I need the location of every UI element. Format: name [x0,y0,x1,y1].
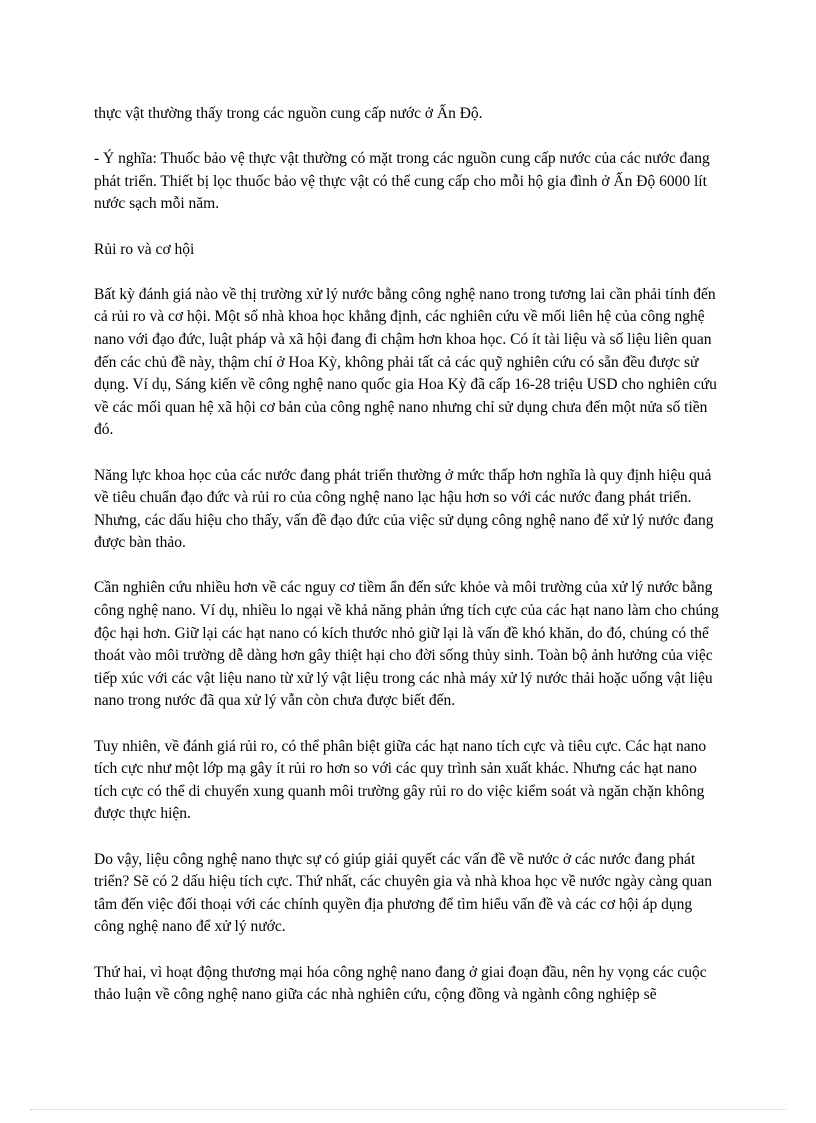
section-heading-risks-opportunities: Rủi ro và cơ hội [94,240,195,258]
page-bottom-divider [30,1109,786,1110]
paragraph-intro-fragment: thực vật thường thấy trong các nguồn cung cấp nước ở Ấn Độ. [94,105,483,122]
document-body [94,103,720,1029]
paragraph-health-environment-risks: Cần nghiên cứu nhiều hơn về các nguy cơ tiềm ẩn đến sức khỏe và môi trường của xử lý nước bằng công nghệ nano. Ví dụ, nhiều lo ngại về khả năng phản ứng tích cực của các hạt nano làm cho chúng độc hại hơn. Giữ lại các hạt nano có kích thước nhỏ giữ lại là vấn đề khó khăn, do đó, chúng có thể thoát vào môi trường dễ dàng hơn gây thiệt hại cho đời sống thủy sinh. Toàn bộ ảnh hưởng của việc tiếp xúc với các vật liệu nano từ xử lý vật liệu trong các nhà máy xử lý nước thải hoặc uống vật liệu nano trong nước đã qua xử lý vẫn còn chưa được biết đến. [94,579,719,710]
paragraph-significance: - Ý nghĩa: Thuốc bảo vệ thực vật thường có mặt trong các nguồn cung cấp nước của các nước đang phát triển. Thiết bị lọc thuốc bảo vệ thực vật có thể cung cấp cho mỗi hộ gia đình ở Ấn Độ 6000 lít nước sạch mỗi năm. [94,150,710,213]
paragraph-risk-assessment: Tuy nhiên, về đánh giá rủi ro, có thể phân biệt giữa các hạt nano tích cực và tiêu cực. Các hạt nano tích cực như một lớp mạ gây ít rủi ro hơn so với các quy trình sản xuất khác. Nhưng các hạt nano tích cực có thể di chuyển xung quanh môi trường gây rủi ro do việc kiểm soát và ngăn chặn không được thực hiện. [94,737,707,823]
paragraph-scientific-capacity: Năng lực khoa học của các nước đang phát triển thường ở mức thấp hơn nghĩa là quy định hiệu quả về tiêu chuẩn đạo đức và rủi ro của công nghệ nano lạc hậu hơn so với các nước đang phát triển. Nhưng, các dấu hiệu cho thấy, vấn đề đạo đức của việc sử dụng công nghệ nano để xử lý nước đang được bàn thảo. [94,466,714,552]
paragraph-positive-signs: Do vậy, liệu công nghệ nano thực sự có giúp giải quyết các vấn đề về nước ở các nước đang phát triển? Sẽ có 2 dấu hiệu tích cực. Thứ nhất, các chuyên gia và nhà khoa học về nước ngày càng quan tâm đến việc đối thoại với các chính quyền địa phương để tìm hiểu vấn đề và các cơ hội áp dụng công nghệ nano để xử lý nước. [94,850,713,936]
paragraph-market-assessment: Bất kỳ đánh giá nào về thị trường xử lý nước bằng công nghệ nano trong tương lai cần phải tính đến cả rủi ro và cơ hội. Một số nhà khoa học khẳng định, các nghiên cứu về mối liên hệ của công nghệ nano với đạo đức, luật pháp và xã hội đang đi chậm hơn khoa học. Có ít tài liệu và số liệu liên quan đến các chủ đề này, thậm chí ở Hoa Kỳ, không phải tất cả các quỹ nghiên cứu có sẵn đều được sử dụng. Ví dụ, Sáng kiến về công nghệ nano quốc gia Hoa Kỳ đã cấp 16-28 triệu USD cho nghiên cứu về các mối quan hệ xã hội cơ bản của công nghệ nano nhưng chỉ sử dụng chưa đến một nửa số tiền đó. [94,285,717,439]
paragraph-commercialization: Thứ hai, vì hoạt động thương mại hóa công nghệ nano đang ở giai đoạn đầu, nên hy vọng các cuộc thảo luận về công nghệ nano giữa các nhà nghiên cứu, cộng đồng và ngành công nghiệp sẽ [94,963,707,1004]
